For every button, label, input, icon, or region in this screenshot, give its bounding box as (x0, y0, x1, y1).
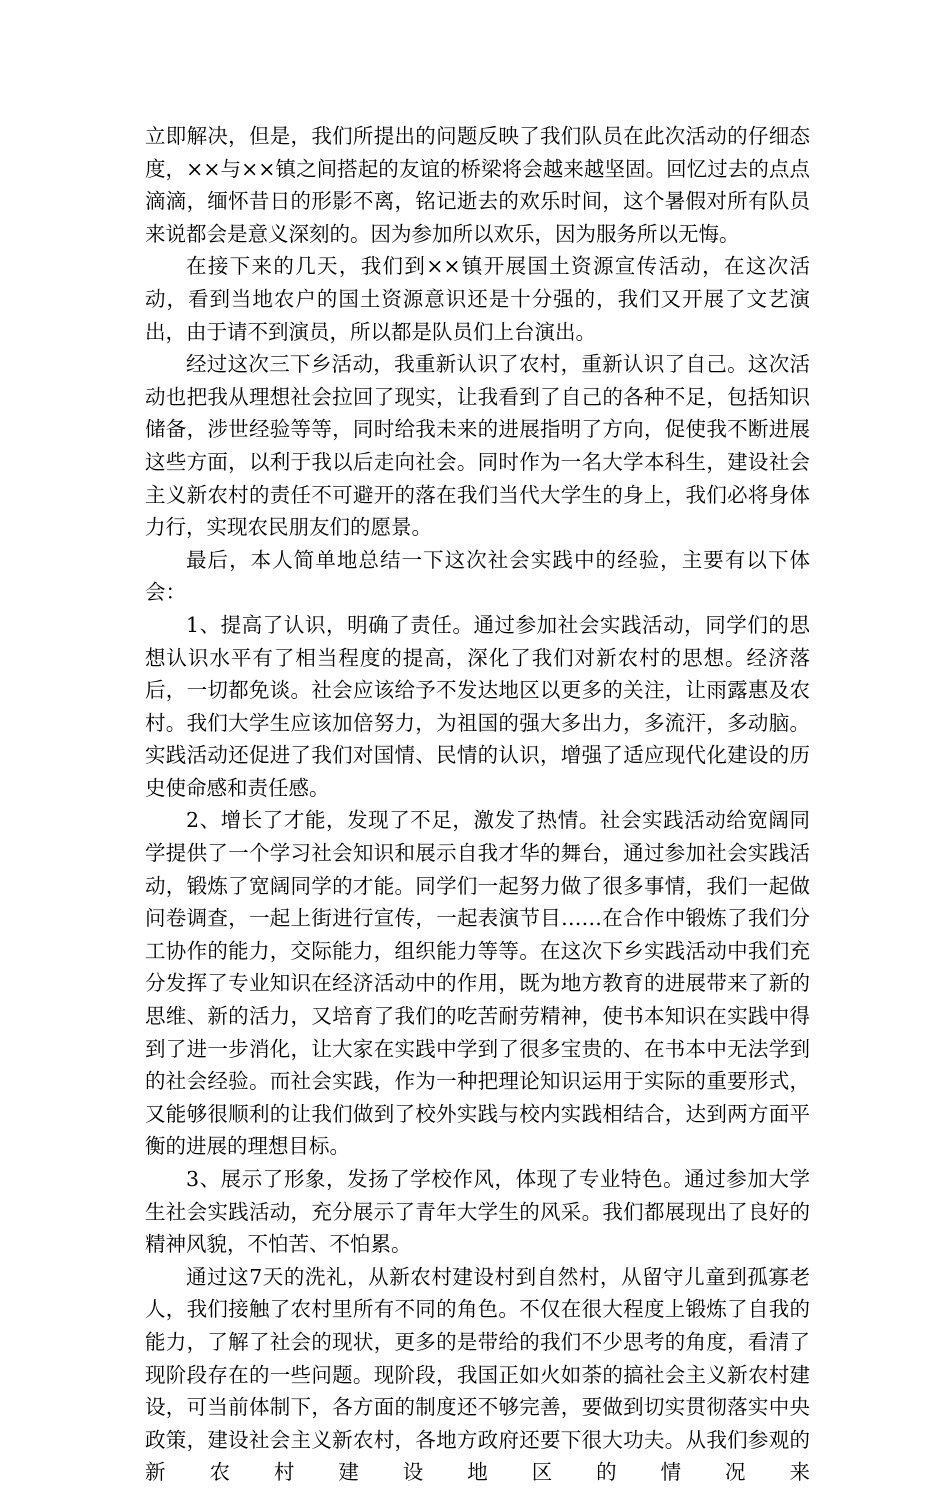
paragraph-8: 通过这7天的洗礼，从新农村建设村到自然村，从留守儿童到孤寡老人，我们接触了农村里所有不同的角色。不仅在很大程度上锻炼了自我的能力，了解了社会的现状，更多的是带给的我们不少思考的角度，看清了现阶段存在的一些问题。现阶段，我国正如火如荼的搞社会主义新农村建设，可当前体制下，各方面的制度还不够完善，要做到切实贯彻落实中央政策，建设社会主义新农村，各地方政府还要下很大功夫。从我们参观的新农村建设地区的情况来 (145, 1264, 810, 1485)
paragraph-2: 在接下来的几天，我们到××镇开展国土资源宣传活动，在这次活动，看到当地农户的国土资源意识还是十分强的，我们又开展了文艺演出，由于请不到演员，所以都是队员们上台演出。 (145, 254, 810, 344)
paragraph-7: 3、展示了形象，发扬了学校作风，体现了专业特色。通过参加大学生社会实践活动，充分展示了青年大学生的风采。我们都展现出了良好的精神风貌，不怕苦、不怕累。 (145, 1167, 810, 1257)
paragraph-5: 1、提高了认识，明确了责任。通过参加社会实践活动，同学们的思想认识水平有了相当程度的提高，深化了我们对新农村的思想。经济落后，一切都免谈。社会应该给予不发达地区以更多的关注，让雨露惠及农村。我们大学生应该加倍努力，为祖国的强大多出力，多流汗，多动脑。实践活动还促进了我们对国情、民情的认识，增强了适应现代化建设的历史使命感和责任感。 (145, 612, 810, 800)
paragraph-4: 最后，本人简单地总结一下这次社会实践中的经验，主要有以下体会： (145, 547, 810, 605)
paragraph-1: 立即解决，但是，我们所提出的问题反映了我们队员在此次活动的仔细态度，××与××镇之间搭起的友谊的桥梁将会越来越坚固。回忆过去的点点滴滴，缅怀昔日的形影不离，铭记逝去的欢乐时间，这个暑假对所有队员来说都会是意义深刻的。因为参加所以欢乐，因为服务所以无悔。 (145, 124, 810, 246)
paragraph-6: 2、增长了才能，发现了不足，激发了热情。社会实践活动给宽阔同学提供了一个学习社会知识和展示自我才华的舞台，通过参加社会实践活动，锻炼了宽阔同学的才能。同学们一起努力做了很多事情，我们一起做问卷调查，一起上街进行宣传，一起表演节目……在合作中锻炼了我们分工协作的能力，交际能力，组织能力等等。在这次下乡实践活动中我们充分发挥了专业知识在经济活动中的作用，既为地方教育的进展带来了新的思维、新的活力，又培育了我们的吃苦耐劳精神，使书本知识在实践中得到了进一步消化，让大家在实践中学到了很多宝贵的、在书本中无法学到的社会经验。而社会实践，作为一种把理论知识运用于实际的重要形式，又能够很顺利的让我们做到了校外实践与校内实践相结合，达到两方面平衡的进展的理想目标。 (145, 808, 810, 1159)
document-body (145, 120, 810, 1489)
paragraph-3: 经过这次三下乡活动，我重新认识了农村，重新认识了自己。这次活动也把我从理想社会拉回了现实，让我看到了自己的各种不足，包括知识储备，涉世经验等等，同时给我未来的进展指明了方向，促使我不断进展这些方面，以利于我以后走向社会。同时作为一名大学本科生，建设社会主义新农村的责任不可避开的落在我们当代大学生的身上，我们必将身体力行，实现农民朋友们的愿景。 (145, 352, 810, 540)
